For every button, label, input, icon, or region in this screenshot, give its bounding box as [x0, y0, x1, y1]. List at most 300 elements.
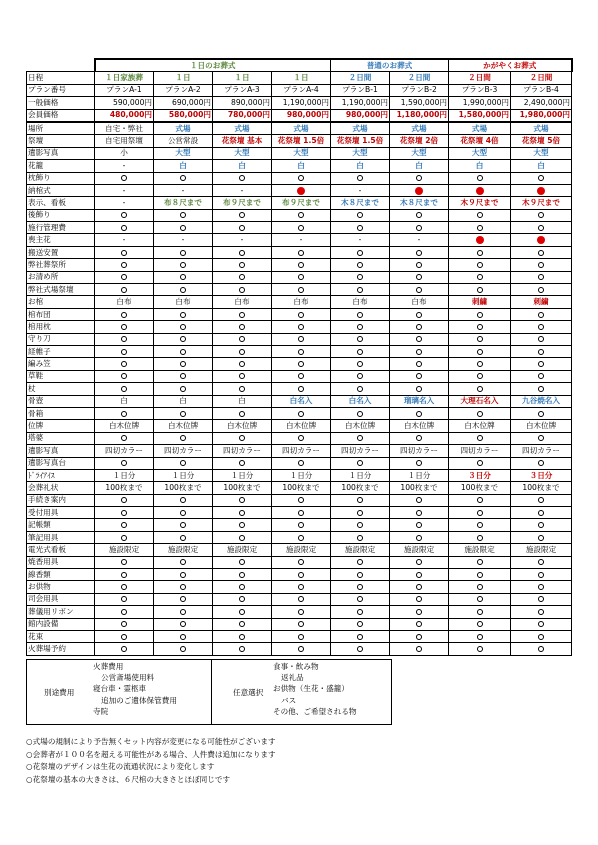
- table-row: [27, 420, 572, 432]
- table-cell: [95, 308, 154, 320]
- included-dot-icon: [476, 236, 484, 244]
- table-cell: 施設限定: [511, 544, 572, 556]
- included-circle-icon: [477, 373, 483, 379]
- included-circle-icon: [180, 312, 186, 318]
- row-label: 遺影写真台: [27, 457, 95, 469]
- table-cell: 白木位牌: [272, 420, 331, 432]
- included-circle-icon: [239, 646, 245, 652]
- table-row: [27, 197, 572, 209]
- included-circle-icon: [357, 572, 363, 578]
- table-cell: [511, 643, 572, 655]
- table-cell: 100枚まで: [213, 482, 272, 494]
- note-line: ○花祭壇のデザインは生花の流通状況により変化します: [26, 762, 215, 771]
- included-circle-icon: [180, 225, 186, 231]
- table-cell: [390, 606, 449, 618]
- table-cell: 大型: [449, 147, 511, 159]
- cell-plan_type: ２日間: [511, 72, 572, 84]
- included-circle-icon: [298, 212, 304, 218]
- table-cell: [95, 246, 154, 258]
- table-cell: [331, 271, 390, 283]
- table-cell: [213, 284, 272, 296]
- table-cell: [331, 222, 390, 234]
- included-circle-icon: [298, 559, 304, 565]
- row-label: 線香類: [27, 569, 95, 581]
- table-cell: [331, 209, 390, 221]
- included-circle-icon: [357, 634, 363, 640]
- table-cell: 白布: [95, 296, 154, 308]
- table-row: [27, 482, 572, 494]
- table-cell: [390, 209, 449, 221]
- included-circle-icon: [121, 324, 127, 330]
- included-circle-icon: [538, 435, 544, 441]
- included-circle-icon: [180, 411, 186, 417]
- table-cell: [511, 457, 572, 469]
- row-label: 棺用枕: [27, 321, 95, 333]
- table-cell: [449, 234, 511, 246]
- included-circle-icon: [121, 522, 127, 528]
- table-cell: [511, 345, 572, 357]
- table-cell: -: [272, 234, 331, 246]
- cell-plan_type: １日: [213, 72, 272, 84]
- extra-cost-item: 火葬費用: [93, 662, 124, 671]
- included-circle-icon: [477, 572, 483, 578]
- table-cell: 白布: [390, 296, 449, 308]
- table-cell: [213, 643, 272, 655]
- included-circle-icon: [298, 336, 304, 342]
- included-circle-icon: [298, 324, 304, 330]
- table-cell: [511, 259, 572, 271]
- note-line: ○式場の規制により予告無くセット内容が変更になる可能性がございます: [26, 737, 276, 746]
- table-cell: [390, 284, 449, 296]
- included-circle-icon: [121, 349, 127, 355]
- included-dot-icon: [415, 187, 423, 195]
- table-cell: [213, 383, 272, 395]
- table-cell: 自宅・弊社: [95, 122, 154, 135]
- extra-costs-title: 別途費用: [44, 688, 75, 697]
- included-circle-icon: [239, 312, 245, 318]
- table-row: [27, 507, 572, 519]
- table-row: [27, 383, 572, 395]
- table-cell: 式場: [272, 122, 331, 135]
- included-circle-icon: [477, 225, 483, 231]
- table-cell: 白布: [213, 296, 272, 308]
- table-cell: [154, 172, 213, 184]
- table-cell: 小: [95, 147, 154, 159]
- table-cell: -: [213, 234, 272, 246]
- table-cell: 白: [390, 160, 449, 172]
- included-circle-icon: [477, 497, 483, 503]
- table-cell: 100枚まで: [511, 482, 572, 494]
- included-circle-icon: [121, 175, 127, 181]
- included-circle-icon: [298, 411, 304, 417]
- table-row: [27, 556, 572, 568]
- table-row: [27, 147, 572, 159]
- included-circle-icon: [538, 460, 544, 466]
- included-circle-icon: [239, 522, 245, 528]
- table-cell: [95, 643, 154, 655]
- included-circle-icon: [239, 361, 245, 367]
- table-cell: [213, 556, 272, 568]
- row-label: 弊社葬祭所: [27, 259, 95, 271]
- table-cell: 白名入: [272, 395, 331, 407]
- included-circle-icon: [121, 373, 127, 379]
- included-circle-icon: [298, 386, 304, 392]
- table-cell: [331, 457, 390, 469]
- table-cell: [511, 321, 572, 333]
- included-circle-icon: [357, 609, 363, 615]
- cell-member: 980,000円: [272, 109, 331, 122]
- table-cell: １日分: [272, 469, 331, 481]
- table-cell: 大型: [272, 147, 331, 159]
- cell-price: 590,000円: [95, 97, 154, 109]
- table-cell: [449, 457, 511, 469]
- table-cell: [95, 494, 154, 506]
- table-cell: [95, 593, 154, 605]
- row-label: 棺布団: [27, 308, 95, 320]
- included-circle-icon: [357, 510, 363, 516]
- table-cell: [331, 507, 390, 519]
- included-circle-icon: [298, 522, 304, 528]
- table-cell: [95, 432, 154, 444]
- table-cell: [272, 593, 331, 605]
- table-cell: [449, 630, 511, 642]
- table-cell: [449, 593, 511, 605]
- row-label: 焼香用具: [27, 556, 95, 568]
- table-row: [27, 209, 572, 221]
- table-cell: 白: [213, 160, 272, 172]
- included-circle-icon: [416, 262, 422, 268]
- table-cell: [213, 222, 272, 234]
- included-circle-icon: [239, 262, 245, 268]
- cell-member: 480,000円: [95, 109, 154, 122]
- optional-title: 任意選択: [233, 688, 264, 697]
- table-cell: 式場: [213, 122, 272, 135]
- included-circle-icon: [538, 262, 544, 268]
- included-circle-icon: [416, 596, 422, 602]
- included-circle-icon: [357, 361, 363, 367]
- table-cell: 四切カラー: [331, 445, 390, 457]
- table-cell: [331, 321, 390, 333]
- table-cell: [154, 407, 213, 419]
- included-circle-icon: [416, 621, 422, 627]
- table-cell: [511, 407, 572, 419]
- table-cell: [331, 345, 390, 357]
- included-circle-icon: [538, 361, 544, 367]
- cell-price: 2,490,000円: [511, 97, 572, 109]
- included-circle-icon: [298, 349, 304, 355]
- table-row: [27, 531, 572, 543]
- table-cell: [390, 172, 449, 184]
- table-cell: [449, 507, 511, 519]
- table-cell: [390, 457, 449, 469]
- table-cell: 刺繍: [449, 296, 511, 308]
- table-cell: [154, 432, 213, 444]
- table-cell: [331, 358, 390, 370]
- table-cell: [213, 457, 272, 469]
- table-cell: [449, 222, 511, 234]
- table-cell: [390, 222, 449, 234]
- table-row: [27, 259, 572, 271]
- table-cell: [390, 407, 449, 419]
- table-cell: 自宅用祭壇: [95, 135, 154, 147]
- row-label: 筆記用具: [27, 531, 95, 543]
- included-circle-icon: [357, 596, 363, 602]
- included-circle-icon: [538, 250, 544, 256]
- table-cell: 大型: [154, 147, 213, 159]
- extra-cost-item: 公営斎場使用料: [101, 673, 155, 683]
- table-cell: 大型: [390, 147, 449, 159]
- table-cell: [154, 321, 213, 333]
- included-circle-icon: [121, 572, 127, 578]
- table-row: [27, 122, 572, 135]
- table-cell: [511, 333, 572, 345]
- included-circle-icon: [121, 460, 127, 466]
- table-cell: [511, 358, 572, 370]
- table-cell: [390, 519, 449, 531]
- table-cell: 四切カラー: [95, 445, 154, 457]
- table-cell: [95, 531, 154, 543]
- row-label: 花束: [27, 630, 95, 642]
- extra-cost-item: 追加のご遺体保管費用: [101, 695, 177, 705]
- included-circle-icon: [298, 274, 304, 280]
- included-circle-icon: [416, 386, 422, 392]
- included-circle-icon: [416, 572, 422, 578]
- table-row: [27, 544, 572, 556]
- table-cell: 白木位牌: [95, 420, 154, 432]
- row-label: ﾄﾞﾗｲｱｲｽ: [27, 469, 95, 481]
- table-cell: [390, 308, 449, 320]
- cell-member: 1,180,000円: [390, 109, 449, 122]
- plan-comparison-table: [26, 58, 573, 656]
- table-cell: [390, 569, 449, 581]
- table-cell: -: [390, 234, 449, 246]
- table-row: [27, 581, 572, 593]
- table-cell: [154, 333, 213, 345]
- table-cell: [511, 284, 572, 296]
- optional-item: バス: [281, 695, 297, 705]
- table-cell: [390, 643, 449, 655]
- cell-plan_no: プランB-2: [390, 84, 449, 96]
- included-circle-icon: [357, 324, 363, 330]
- table-cell: 四切カラー: [154, 445, 213, 457]
- table-cell: [449, 271, 511, 283]
- table-cell: [213, 494, 272, 506]
- cell-plan_type: ２日間: [331, 72, 390, 84]
- table-cell: [449, 321, 511, 333]
- included-circle-icon: [538, 510, 544, 516]
- included-circle-icon: [180, 584, 186, 590]
- table-cell: １日分: [390, 469, 449, 481]
- included-circle-icon: [357, 411, 363, 417]
- included-circle-icon: [477, 559, 483, 565]
- box-divider: [211, 660, 212, 724]
- included-circle-icon: [298, 250, 304, 256]
- table-cell: [272, 246, 331, 258]
- table-cell: [331, 284, 390, 296]
- row-member: [27, 109, 572, 122]
- included-circle-icon: [121, 250, 127, 256]
- row-label: 祭壇: [27, 135, 95, 147]
- extra-cost-item: 寺院: [93, 706, 109, 716]
- table-cell: 施設限定: [331, 544, 390, 556]
- table-cell: [272, 370, 331, 382]
- table-cell: [331, 556, 390, 568]
- cell-plan_no: プランB-1: [331, 84, 390, 96]
- table-cell: [213, 531, 272, 543]
- included-circle-icon: [416, 336, 422, 342]
- table-cell: 白: [154, 395, 213, 407]
- table-row: [27, 445, 572, 457]
- table-cell: [390, 259, 449, 271]
- table-cell: [272, 507, 331, 519]
- included-circle-icon: [538, 312, 544, 318]
- table-cell: [390, 321, 449, 333]
- included-circle-icon: [416, 435, 422, 441]
- table-cell: [331, 531, 390, 543]
- included-circle-icon: [298, 634, 304, 640]
- table-cell: [511, 507, 572, 519]
- table-cell: [154, 531, 213, 543]
- cell-plan_type: ２日間: [449, 72, 511, 84]
- table-row: [27, 407, 572, 419]
- group-header-row: [27, 59, 572, 72]
- table-cell: [95, 271, 154, 283]
- table-cell: [511, 271, 572, 283]
- cell-plan_no: プランA-3: [213, 84, 272, 96]
- table-cell: [95, 345, 154, 357]
- table-cell: 布９尺まで: [213, 197, 272, 209]
- included-circle-icon: [180, 349, 186, 355]
- table-row: [27, 184, 572, 196]
- table-cell: [95, 259, 154, 271]
- included-circle-icon: [538, 274, 544, 280]
- table-cell: 白: [449, 160, 511, 172]
- included-circle-icon: [180, 646, 186, 652]
- included-circle-icon: [180, 596, 186, 602]
- row-label: 遺影写真: [27, 147, 95, 159]
- included-circle-icon: [416, 373, 422, 379]
- table-cell: [449, 618, 511, 630]
- included-circle-icon: [416, 535, 422, 541]
- table-cell: １日分: [154, 469, 213, 481]
- included-circle-icon: [416, 287, 422, 293]
- included-circle-icon: [477, 609, 483, 615]
- cell-price: 890,000円: [213, 97, 272, 109]
- table-cell: [390, 630, 449, 642]
- table-cell: [331, 593, 390, 605]
- table-cell: [154, 581, 213, 593]
- included-circle-icon: [416, 411, 422, 417]
- table-cell: 100枚まで: [331, 482, 390, 494]
- included-circle-icon: [121, 559, 127, 565]
- included-circle-icon: [538, 535, 544, 541]
- table-cell: 白木位牌: [449, 420, 511, 432]
- table-cell: 100枚まで: [390, 482, 449, 494]
- table-cell: [213, 321, 272, 333]
- included-circle-icon: [538, 497, 544, 503]
- table-cell: 式場: [511, 122, 572, 135]
- row-label: 会葬礼状: [27, 482, 95, 494]
- included-circle-icon: [477, 411, 483, 417]
- table-row: [27, 618, 572, 630]
- table-row: [27, 370, 572, 382]
- row-label: 守り刀: [27, 333, 95, 345]
- group-header-normal: 普通のお葬式: [331, 59, 449, 72]
- group-header-kagayaku: かがやくお葬式: [449, 59, 572, 72]
- included-circle-icon: [180, 609, 186, 615]
- group-header-1day: １日のお葬式: [95, 59, 331, 72]
- table-cell: [154, 457, 213, 469]
- included-circle-icon: [538, 572, 544, 578]
- table-cell: [272, 321, 331, 333]
- table-cell: [449, 519, 511, 531]
- included-circle-icon: [416, 634, 422, 640]
- row-label: 位牌: [27, 420, 95, 432]
- table-cell: [154, 209, 213, 221]
- table-cell: [272, 345, 331, 357]
- table-cell: [331, 519, 390, 531]
- table-cell: 木９尺まで: [511, 197, 572, 209]
- table-cell: [390, 556, 449, 568]
- table-cell: 白: [331, 160, 390, 172]
- cell-plan_no: プランA-1: [95, 84, 154, 96]
- table-cell: [272, 606, 331, 618]
- included-circle-icon: [180, 522, 186, 528]
- table-cell: 瑠璃名入: [390, 395, 449, 407]
- table-cell: [511, 531, 572, 543]
- table-cell: 白: [95, 395, 154, 407]
- table-cell: [95, 370, 154, 382]
- included-circle-icon: [538, 596, 544, 602]
- included-circle-icon: [298, 510, 304, 516]
- cell-member: 980,000円: [331, 109, 390, 122]
- row-label: 会員価格: [27, 109, 95, 122]
- row-label: 日程: [27, 72, 95, 84]
- table-cell: [154, 358, 213, 370]
- included-circle-icon: [538, 212, 544, 218]
- table-row: [27, 345, 572, 357]
- table-cell: [154, 593, 213, 605]
- included-circle-icon: [538, 522, 544, 528]
- table-cell: [213, 519, 272, 531]
- included-circle-icon: [239, 386, 245, 392]
- table-cell: [331, 333, 390, 345]
- included-circle-icon: [121, 609, 127, 615]
- included-circle-icon: [239, 535, 245, 541]
- included-circle-icon: [298, 497, 304, 503]
- included-circle-icon: [538, 386, 544, 392]
- included-circle-icon: [180, 497, 186, 503]
- included-circle-icon: [477, 535, 483, 541]
- table-cell: [331, 308, 390, 320]
- table-cell: 白名入: [331, 395, 390, 407]
- included-circle-icon: [180, 287, 186, 293]
- cell-member: 780,000円: [213, 109, 272, 122]
- table-cell: 式場: [449, 122, 511, 135]
- table-cell: [331, 618, 390, 630]
- table-cell: [213, 581, 272, 593]
- included-circle-icon: [239, 596, 245, 602]
- row-label: 施行管理費: [27, 222, 95, 234]
- table-cell: [331, 172, 390, 184]
- table-cell: [272, 383, 331, 395]
- table-cell: [154, 271, 213, 283]
- table-cell: 九谷焼名入: [511, 395, 572, 407]
- table-cell: [272, 519, 331, 531]
- included-circle-icon: [180, 274, 186, 280]
- included-circle-icon: [121, 361, 127, 367]
- table-cell: [95, 457, 154, 469]
